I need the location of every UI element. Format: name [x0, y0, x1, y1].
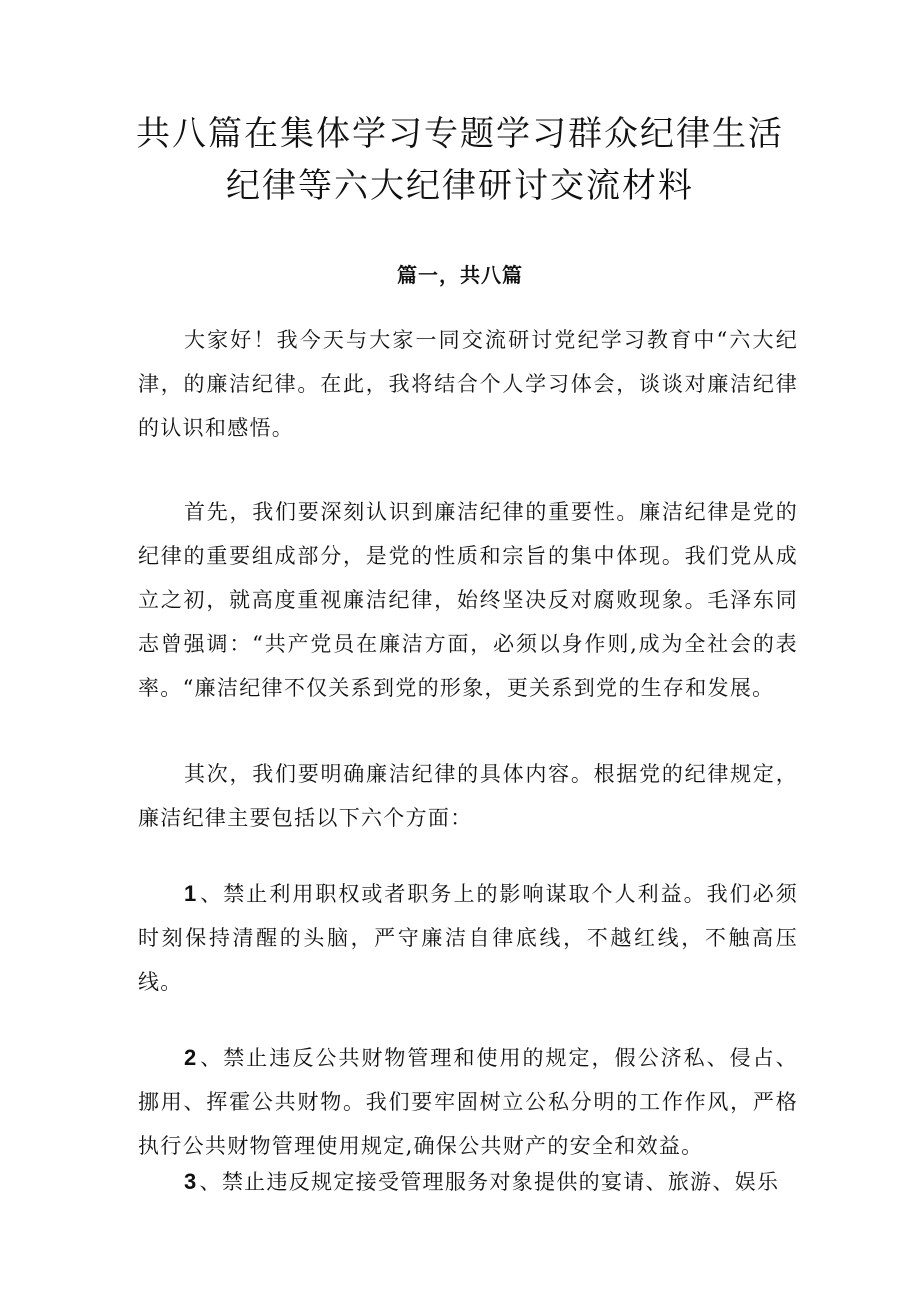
list-item-number: 2 — [184, 1045, 198, 1070]
document-title-line-2: 纪律等六大纪律研讨交流材料 — [226, 166, 694, 206]
list-item-text: 我们要牢固树立公私分明的工作作风，严格执行公共财物管理使用规定,确保公共财产的安全和效益。 — [138, 1090, 798, 1158]
paragraph-second: 其次，我们要明确廉洁纪律的具体内容。根据党的纪律规定，廉洁纪律主要包括以下六个方面： — [138, 762, 798, 830]
list-item — [138, 872, 798, 1004]
list-item-lead: 、禁止利用职权或者职务上的影响谋取个人利益。 — [199, 882, 707, 906]
list-item-text: 我们必须时刻保持清醒的头脑，严守廉洁自律底线，不越红线，不触高压线。 — [138, 882, 798, 994]
paragraph-intro: 大家好！我今天与大家一同交流研讨党纪学习教育中“六大纪津，的廉洁纪律。在此，我将结合个人学习体会，谈谈对廉洁纪律的认识和感悟。 — [138, 328, 798, 440]
list-item-lead: 、禁止违反规定接受管理服务对象提供的宴请、旅游、娱乐 — [199, 1170, 780, 1194]
list-item-lead: 、禁止违反公共财物管理和使用的规定，假公济私、侵占、挪用、挥霍公共财物。 — [138, 1046, 798, 1114]
list-item-number: 1 — [184, 881, 198, 906]
list-item-number: 3 — [184, 1169, 198, 1194]
section-heading: 篇一，共八篇 — [397, 263, 523, 287]
list-item — [138, 1160, 798, 1204]
list-item — [138, 1036, 798, 1168]
paragraph-first: 首先，我们要深刻认识到廉洁纪律的重要性。廉洁纪律是党的纪律的重要组成部分，是党的性质和宗旨的集中体现。我们党从成立之初，就高度重视廉洁纪律，始终坚决反对腐败现象。毛泽东同志曾强调：“共产党员在廉洁方面，必须以身作则,成为全社会的表率。“廉洁纪律不仅关系到党的形象，更关系到党的生存和发展。 — [138, 500, 798, 700]
document-title-line-1: 共八篇在集体学习专题学习群众纪律生活 — [136, 114, 784, 154]
